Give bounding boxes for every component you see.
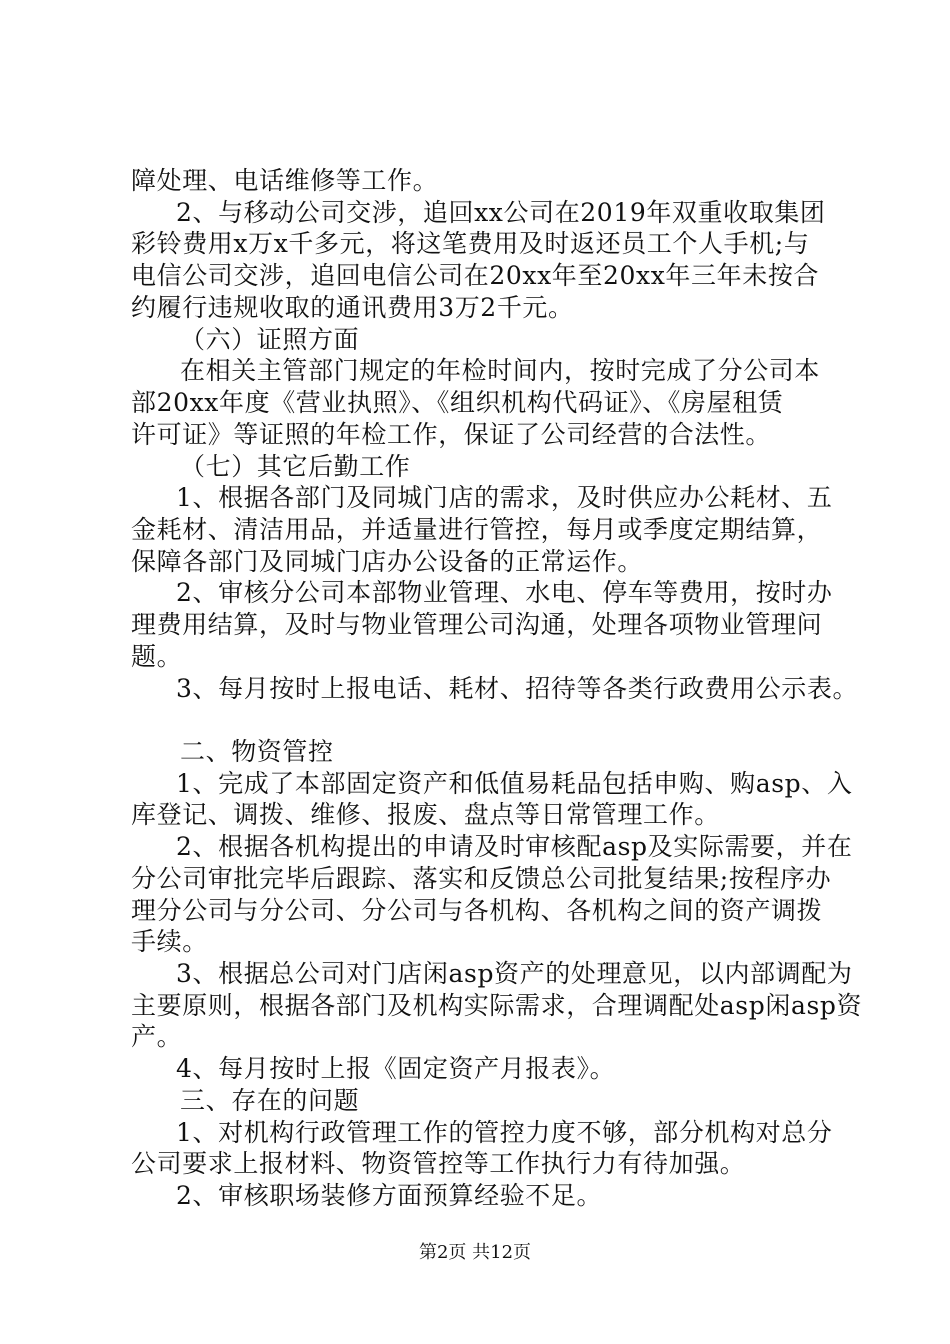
- paragraph-line: 3、根据总公司对门店闲asp资产的处理意见，以内部调配为: [176, 959, 853, 988]
- paragraph-line: 金耗材、清洁用品，并适量进行管控，每月或季度定期结算，: [131, 514, 823, 544]
- paragraph-line: 2、根据各机构提出的申请及时审核配asp及实际需要，并在: [176, 832, 853, 862]
- section-heading: （六）证照方面: [180, 324, 360, 354]
- section-heading: 二、物资管控: [180, 736, 334, 766]
- paragraph-line: 2、审核分公司本部物业管理、水电、停车等费用，按时办: [176, 578, 833, 608]
- paragraph-line: 主要原则，根据各部门及机构实际需求，合理调配处asp闲asp资: [131, 990, 863, 1020]
- paragraph-line: 库登记、调拨、维修、报废、盘点等日常管理工作。: [131, 800, 720, 830]
- paragraph-line: 分公司审批完毕后跟踪、落实和反馈总公司批复结果;按程序办: [131, 863, 832, 893]
- page-number-footer: 第2页 共12页: [418, 1242, 532, 1263]
- paragraph-line: 公司要求上报材料、物资管控等工作执行力有待加强。: [131, 1149, 746, 1179]
- paragraph-line: 在相关主管部门规定的年检时间内，按时完成了分公司本: [180, 356, 821, 386]
- paragraph-line: 1、根据各部门及同城门店的需求，及时供应办公耗材、五: [176, 483, 833, 513]
- paragraph-line: 1、完成了本部固定资产和低值易耗品包括申购、购asp、入: [176, 768, 853, 798]
- paragraph-line: 部20xx年度《营业执照》、《组织机构代码证》、《房屋租赁: [131, 388, 784, 417]
- paragraph-line: 理费用结算，及时与物业管理公司沟通，处理各项物业管理问: [131, 610, 823, 640]
- paragraph-line: 产。: [131, 1022, 183, 1052]
- paragraph-line: 理分公司与分公司、分公司与各机构、各机构之间的资产调拨: [131, 895, 823, 925]
- paragraph-line: 1、对机构行政管理工作的管控力度不够，部分机构对总分: [176, 1117, 833, 1147]
- paragraph-line: 障处理、电话维修等工作。: [131, 166, 439, 195]
- paragraph-line: 2、与移动公司交涉，追回xx公司在2019年双重收取集团: [176, 197, 826, 227]
- section-heading: （七）其它后勤工作: [180, 451, 411, 481]
- paragraph-line: 手续。: [131, 927, 208, 957]
- paragraph-line: 题。: [131, 641, 183, 671]
- paragraph-line: 彩铃费用x万x千多元，将这笔费用及时返还员工个人手机;与: [131, 229, 810, 259]
- paragraph-line: 许可证》等证照的年检工作，保证了公司经营的合法性。: [131, 419, 772, 449]
- paragraph-line: 保障各部门及同城门店办公设备的正常运作。: [131, 546, 644, 576]
- section-heading: 三、存在的问题: [180, 1085, 360, 1115]
- paragraph-line: 2、审核职场装修方面预算经验不足。: [176, 1181, 603, 1210]
- paragraph-line: 电信公司交涉，追回电信公司在20xx年至20xx年三年未按合: [131, 261, 820, 291]
- paragraph-line: 4、每月按时上报《固定资产月报表》。: [176, 1054, 616, 1084]
- paragraph-line: 约履行违规收取的通讯费用3万2千元。: [131, 292, 574, 322]
- paragraph-line: 3、每月按时上报电话、耗材、招待等各类行政费用公示表。: [176, 673, 859, 703]
